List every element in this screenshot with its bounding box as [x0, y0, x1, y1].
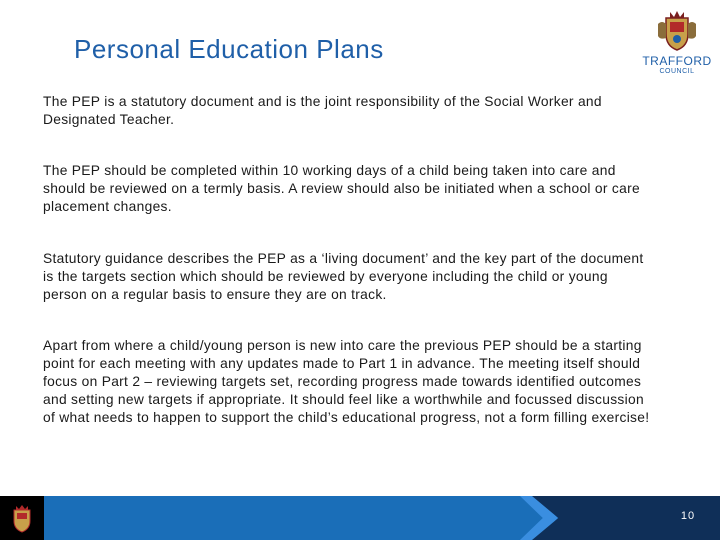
coat-of-arms-icon: [654, 8, 700, 54]
paragraph-meeting-guidance: Apart from where a child/young person is new into care the previous PEP should be a starting point for each meeting with any updates made to Part 1 in advance. The meeting itself should focus on Part 2 – reviewing targets set, recording progress made towards identified outcomes and setting new targets if appropriate. It should feel like a worthwhile and focussed discussion of what needs to happen to support the child’s educational progress, not a form filling exercise!: [43, 338, 650, 425]
slide-title: Personal Education Plans: [74, 34, 384, 64]
logo-subtitle: COUNCIL: [659, 68, 695, 75]
footer-crest-icon: [8, 504, 36, 534]
paragraph-pep-responsibility: The PEP is a statutory document and is the joint responsibility of the Social Worker and Designated Teacher.: [43, 94, 602, 127]
logo-wordmark: TRAFFORD: [642, 54, 712, 68]
page-number: 10: [680, 510, 696, 522]
paragraph-statutory-guidance: Statutory guidance describes the PEP as a ‘living document’ and the key part of the document is the targets section which should be reviewed by everyone including the child or young person on a regular basis to ensure they are on track.: [43, 251, 644, 302]
paragraph-pep-timing: The PEP should be completed within 10 working days of a child being taken into care and should be reviewed on a termly basis. A review should also be initiated when a school or care placement changes.: [43, 163, 640, 214]
trafford-council-logo: [640, 8, 714, 78]
footer-bar: [0, 496, 720, 540]
